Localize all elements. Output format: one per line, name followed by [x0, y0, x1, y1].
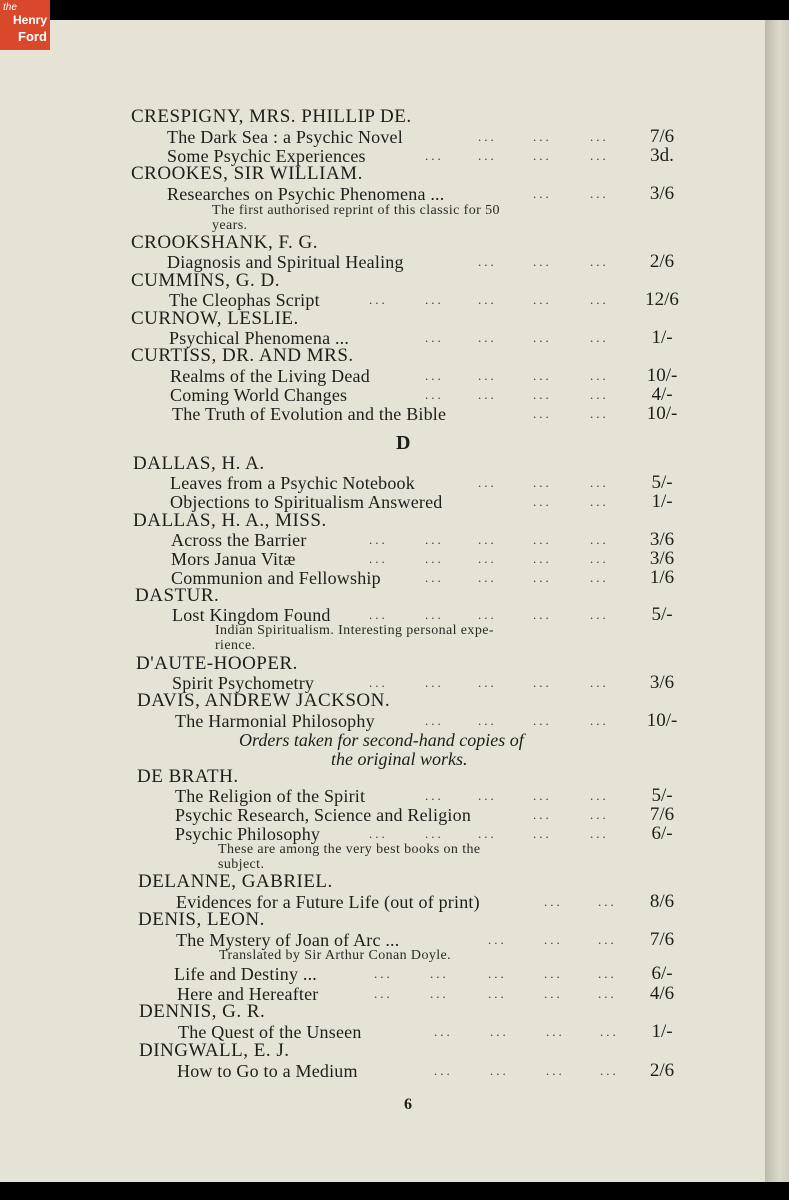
dot-leader: ... [590, 475, 609, 490]
dot-leader: ... [590, 570, 609, 585]
dot-leader: ... [425, 607, 444, 622]
book-price: 2/6 [649, 251, 675, 272]
dot-leader: ... [488, 986, 507, 1001]
book-title: The Harmonial Philosophy [175, 711, 375, 731]
dot-leader: ... [590, 254, 609, 269]
book-note: subject. [218, 857, 265, 872]
book-price: 1/- [651, 327, 673, 348]
dot-leader: ... [478, 826, 497, 841]
dot-leader: ... [598, 986, 617, 1001]
book-title: Researches on Psychic Phenomena ... [167, 184, 445, 204]
dot-leader: ... [488, 932, 507, 947]
dot-leader: ... [425, 788, 444, 803]
book-title: The Religion of the Spirit [175, 786, 366, 806]
book-note: rience. [215, 638, 256, 653]
book-price: 4/- [651, 384, 673, 405]
dot-leader: ... [590, 494, 609, 509]
dot-leader: ... [369, 551, 388, 566]
book-price: 7/6 [649, 929, 675, 950]
logo-ford: Ford [18, 29, 47, 44]
book-title: Communion and Fellowship [171, 568, 381, 588]
dot-leader: ... [425, 551, 444, 566]
author-heading: DENNIS, G. R. [139, 1001, 266, 1022]
dot-leader: ... [478, 788, 497, 803]
dot-leader: ... [590, 387, 609, 402]
dot-leader: ... [533, 292, 552, 307]
book-price: 10/- [646, 403, 678, 424]
dot-leader: ... [598, 932, 617, 947]
dot-leader: ... [590, 368, 609, 383]
dot-leader: ... [590, 607, 609, 622]
dot-leader: ... [430, 986, 449, 1001]
book-price: 3/6 [649, 183, 675, 204]
facing-page-edge [765, 20, 789, 1182]
dot-leader: ... [488, 966, 507, 981]
dot-leader: ... [369, 607, 388, 622]
dot-leader: ... [533, 551, 552, 566]
dot-leader: ... [478, 148, 497, 163]
dot-leader: ... [533, 532, 552, 547]
dot-leader: ... [369, 532, 388, 547]
dot-leader: ... [478, 713, 497, 728]
dot-leader: ... [533, 675, 552, 690]
book-title: Coming World Changes [170, 385, 348, 405]
book-title: Some Psychic Experiences [167, 146, 366, 166]
author-heading: CROOKES, SIR WILLIAM. [131, 163, 363, 184]
dot-leader: ... [430, 966, 449, 981]
book-title: The Mystery of Joan of Arc ... [176, 930, 400, 950]
book-note: Indian Spiritualism. Interesting personal expe- [215, 623, 494, 638]
dot-leader: ... [425, 148, 444, 163]
dot-leader: ... [478, 532, 497, 547]
page-number: 6 [404, 1096, 412, 1113]
book-note: Orders taken for second-hand copies of [239, 730, 524, 750]
logo-henry: Henry [13, 13, 48, 27]
book-price: 8/6 [649, 891, 675, 912]
section-letter: D [396, 432, 411, 454]
book-title: How to Go to a Medium [177, 1061, 358, 1081]
book-note: the original works. [331, 749, 468, 769]
dot-leader: ... [546, 1024, 565, 1039]
book-price: 5/- [651, 604, 673, 625]
author-heading: DALLAS, H. A., MISS. [133, 510, 327, 531]
book-price: 4/6 [649, 983, 675, 1004]
dot-leader: ... [533, 368, 552, 383]
dot-leader: ... [533, 713, 552, 728]
book-title: Leaves from a Psychic Notebook [170, 473, 415, 493]
dot-leader: ... [590, 807, 609, 822]
book-price: 7/6 [649, 804, 675, 825]
author-heading: CURTISS, DR. AND MRS. [131, 345, 354, 366]
henry-ford-logo [0, 0, 50, 50]
book-title: Mors Janua Vitæ [171, 549, 296, 569]
book-price: 6/- [651, 963, 673, 984]
book-price: 3/6 [649, 548, 675, 569]
book-price: 5/- [651, 472, 673, 493]
dot-leader: ... [598, 894, 617, 909]
dot-leader: ... [544, 894, 563, 909]
dot-leader: ... [600, 1024, 619, 1039]
author-heading: DALLAS, H. A. [133, 453, 265, 474]
dot-leader: ... [374, 986, 393, 1001]
book-price: 3d. [650, 145, 674, 166]
dot-leader: ... [546, 1063, 565, 1078]
dot-leader: ... [478, 607, 497, 622]
dot-leader: ... [478, 129, 497, 144]
book-price: 10/- [646, 365, 678, 386]
author-heading: DENIS, LEON. [138, 909, 265, 930]
dot-leader: ... [425, 368, 444, 383]
book-title: Here and Hereafter [177, 984, 319, 1004]
book-price: 10/- [646, 710, 678, 731]
dot-leader: ... [533, 788, 552, 803]
dot-leader: ... [425, 387, 444, 402]
book-price: 1/- [651, 491, 673, 512]
dot-leader: ... [590, 826, 609, 841]
book-title: The Dark Sea : a Psychic Novel [167, 127, 403, 147]
book-title: Realms of the Living Dead [170, 366, 370, 386]
book-price: 3/6 [649, 672, 675, 693]
dot-leader: ... [369, 292, 388, 307]
book-price: 3/6 [649, 529, 675, 550]
dot-leader: ... [590, 675, 609, 690]
dot-leader: ... [478, 254, 497, 269]
dot-leader: ... [544, 986, 563, 1001]
dot-leader: ... [369, 826, 388, 841]
book-note: These are among the very best books on the [218, 842, 481, 857]
dot-leader: ... [598, 966, 617, 981]
dot-leader: ... [490, 1024, 509, 1039]
dot-leader: ... [425, 292, 444, 307]
dot-leader: ... [533, 387, 552, 402]
dot-leader: ... [425, 570, 444, 585]
book-note: years. [212, 218, 248, 233]
dot-leader: ... [478, 292, 497, 307]
dot-leader: ... [590, 129, 609, 144]
book-price: 1/- [651, 1021, 673, 1042]
book-title: Objections to Spiritualism Answered [170, 492, 443, 512]
book-price: 2/6 [649, 1060, 675, 1081]
book-title: Life and Destiny ... [174, 964, 317, 984]
dot-leader: ... [590, 186, 609, 201]
dot-leader: ... [478, 675, 497, 690]
book-title: The Truth of Evolution and the Bible [172, 404, 447, 424]
author-heading: CROOKSHANK, F. G. [131, 232, 318, 253]
dot-leader: ... [533, 148, 552, 163]
dot-leader: ... [533, 826, 552, 841]
dot-leader: ... [533, 607, 552, 622]
dot-leader: ... [590, 292, 609, 307]
dot-leader: ... [533, 807, 552, 822]
author-heading: DELANNE, GABRIEL. [138, 871, 333, 892]
dot-leader: ... [425, 713, 444, 728]
author-heading: CRESPIGNY, MRS. PHILLIP DE. [131, 106, 412, 127]
dot-leader: ... [590, 532, 609, 547]
book-title: Across the Barrier [171, 530, 307, 550]
dot-leader: ... [434, 1063, 453, 1078]
dot-leader: ... [590, 330, 609, 345]
dot-leader: ... [544, 932, 563, 947]
book-title: Psychic Philosophy [175, 824, 321, 844]
book-price: 5/- [651, 785, 673, 806]
book-price: 12/6 [645, 289, 679, 310]
dot-leader: ... [533, 129, 552, 144]
dot-leader: ... [533, 254, 552, 269]
author-heading: CURNOW, LESLIE. [131, 308, 299, 329]
dot-leader: ... [478, 475, 497, 490]
dot-leader: ... [490, 1063, 509, 1078]
dot-leader: ... [544, 966, 563, 981]
logo-the: the [3, 2, 17, 13]
dot-leader: ... [533, 494, 552, 509]
dot-leader: ... [533, 570, 552, 585]
book-price: 1/6 [649, 567, 675, 588]
book-title: Evidences for a Future Life (out of print) [176, 892, 480, 912]
author-heading: DE BRATH. [137, 766, 239, 787]
dot-leader: ... [434, 1024, 453, 1039]
author-heading: DINGWALL, E. J. [139, 1040, 290, 1061]
book-title: Psychic Research, Science and Religion [175, 805, 472, 825]
author-heading: CUMMINS, G. D. [131, 270, 280, 291]
dot-leader: ... [425, 532, 444, 547]
dot-leader: ... [478, 330, 497, 345]
dot-leader: ... [590, 713, 609, 728]
book-title: Psychical Phenomena ... [169, 328, 350, 348]
dot-leader: ... [533, 186, 552, 201]
dot-leader: ... [590, 551, 609, 566]
dot-leader: ... [425, 826, 444, 841]
book-title: Lost Kingdom Found [172, 605, 331, 625]
dot-leader: ... [590, 148, 609, 163]
dot-leader: ... [478, 387, 497, 402]
book-note: The first authorised reprint of this classic for 50 [212, 203, 500, 218]
dot-leader: ... [478, 368, 497, 383]
book-title: The Cleophas Script [169, 290, 320, 310]
dot-leader: ... [533, 406, 552, 421]
dot-leader: ... [600, 1063, 619, 1078]
dot-leader: ... [425, 330, 444, 345]
book-note: Translated by Sir Arthur Conan Doyle. [219, 948, 452, 963]
dot-leader: ... [533, 330, 552, 345]
book-title: The Quest of the Unseen [178, 1022, 362, 1042]
author-heading: DAVIS, ANDREW JACKSON. [137, 690, 391, 711]
dot-leader: ... [590, 406, 609, 421]
dot-leader: ... [478, 551, 497, 566]
book-title: Spirit Psychometry [172, 673, 315, 693]
dot-leader: ... [369, 675, 388, 690]
dot-leader: ... [533, 475, 552, 490]
dot-leader: ... [478, 570, 497, 585]
dot-leader: ... [590, 788, 609, 803]
dot-leader: ... [425, 675, 444, 690]
book-price: 6/- [651, 823, 673, 844]
author-heading: D'AUTE-HOOPER. [136, 653, 298, 674]
book-price: 7/6 [649, 126, 675, 147]
author-heading: DASTUR. [135, 585, 220, 606]
book-title: Diagnosis and Spiritual Healing [167, 252, 404, 272]
dot-leader: ... [374, 966, 393, 981]
